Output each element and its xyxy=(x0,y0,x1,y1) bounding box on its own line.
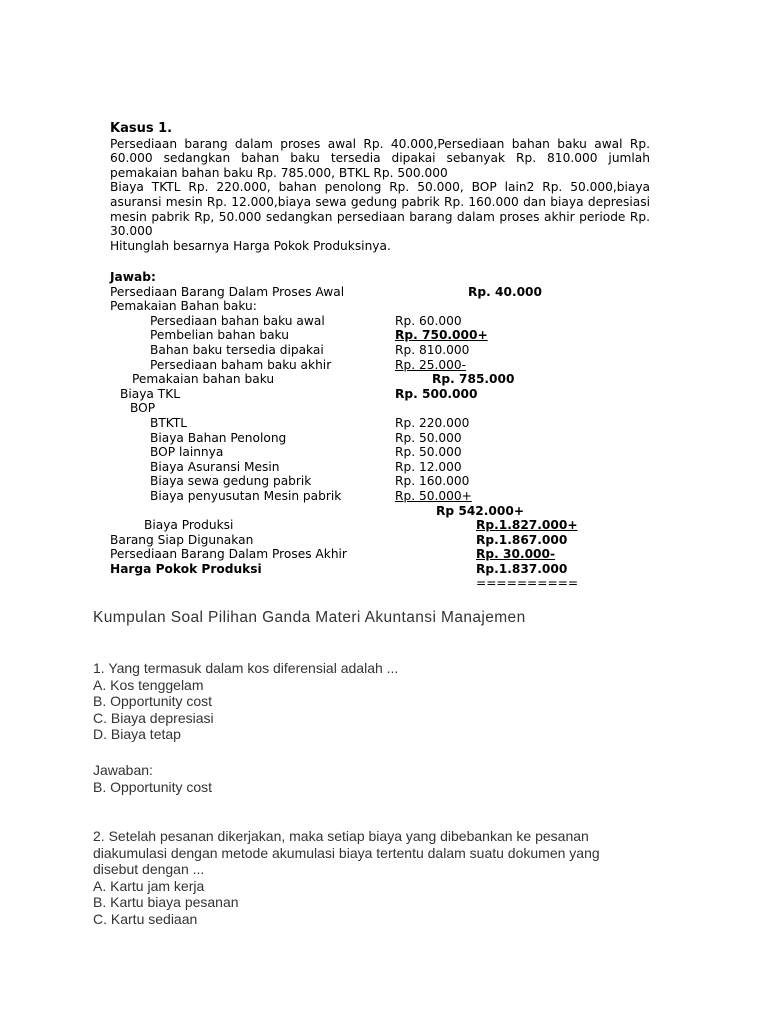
jawab-section xyxy=(110,270,610,591)
row-label: Persediaan bahan baku awal xyxy=(150,313,325,328)
row-label: BTKTL xyxy=(150,415,188,430)
row-value: Rp. 50.000 xyxy=(395,445,462,460)
jawab-row xyxy=(110,416,610,431)
article-heading: Kumpulan Soal Pilihan Ganda Materi Akuntansi Manajemen xyxy=(93,609,526,626)
row-value: Rp. 60.000 xyxy=(395,313,462,328)
row-value: Rp. 785.000 xyxy=(432,372,515,387)
jawab-row xyxy=(110,460,610,475)
option-c: C. Kartu sediaan xyxy=(93,910,198,927)
row-label: Barang Siap Digunakan xyxy=(110,532,254,547)
jawab-row xyxy=(110,328,610,343)
jawab-row xyxy=(110,358,610,373)
jawab-row xyxy=(110,562,610,577)
question-text-line: diakumulasi dengan metode akumulasi biaya tertentu dalam suatu dokumen yang xyxy=(93,844,600,861)
row-value: Rp.1.837.000 xyxy=(476,561,568,576)
answer-text: B. Opportunity cost xyxy=(93,778,213,795)
row-value: Rp. 12.000 xyxy=(395,459,462,474)
row-label: Biaya sewa gedung pabrik xyxy=(150,474,312,489)
jawab-row xyxy=(110,504,610,519)
row-label: Biaya Produksi xyxy=(144,518,234,533)
row-value: Rp. 160.000 xyxy=(395,474,470,489)
row-value: Rp. 750.000+ xyxy=(395,328,488,343)
row-value: Rp. 25.000- xyxy=(395,357,466,372)
jawab-row xyxy=(110,518,610,533)
jawab-row xyxy=(110,533,610,548)
row-value: Rp. 810.000 xyxy=(395,342,470,357)
jawab-row xyxy=(110,285,610,300)
option-c: C. Biaya depresiasi xyxy=(93,709,214,726)
kasus-instruction: Hitunglah besarnya Harga Pokok Produksinya. xyxy=(110,238,391,253)
answer-label: Jawaban: xyxy=(93,762,153,778)
option-b: B. Opportunity cost xyxy=(93,693,213,710)
jawab-row xyxy=(110,431,610,446)
row-label: Biaya TKL xyxy=(120,386,180,401)
kasus-title: Kasus 1. xyxy=(110,121,173,136)
kasus-section xyxy=(110,122,650,253)
row-label: Pemakaian bahan baku xyxy=(132,372,275,387)
question-text: 1. Yang termasuk dalam kos diferensial adalah ... xyxy=(93,660,399,676)
question-1 xyxy=(93,660,693,743)
row-label: Biaya penyusutan Mesin pabrik xyxy=(150,488,342,503)
question-2 xyxy=(93,828,693,928)
jawab-row xyxy=(110,387,610,402)
option-a: A. Kos tenggelam xyxy=(93,676,204,693)
jawab-row xyxy=(110,372,610,387)
row-label: Pembelian bahan baku xyxy=(150,328,289,343)
row-value: Rp. 50.000 xyxy=(395,430,462,445)
row-label: BOP xyxy=(130,401,156,416)
option-b: B. Kartu biaya pesanan xyxy=(93,894,239,911)
row-label: Persediaan Barang Dalam Proses Akhir xyxy=(110,547,347,562)
row-label: Harga Pokok Produksi xyxy=(110,561,262,576)
row-value: Rp 542.000+ xyxy=(436,503,525,518)
row-value: Rp. 500.000 xyxy=(395,386,478,401)
answer-1 xyxy=(93,762,693,795)
row-value: Rp.1.827.000+ xyxy=(476,518,578,533)
jawab-row xyxy=(110,489,610,504)
row-label: Persediaan baham baku akhir xyxy=(150,357,332,372)
question-text-line: 2. Setelah pesanan dikerjakan, maka setiap biaya yang dibebankan ke pesanan xyxy=(93,828,589,844)
row-value: Rp. 50.000+ xyxy=(395,488,472,503)
question-text-line: disebut dengan ... xyxy=(93,861,205,878)
row-label: Biaya Asuransi Mesin xyxy=(150,459,280,474)
kasus-paragraph-2: Biaya TKTL Rp. 220.000, bahan penolong Rp. 50.000, BOP lain2 Rp. 50.000,biaya asuransi mesin Rp. 12.000,biaya sewa gedung pabrik Rp. 160.000 dan biaya depresiasi mesin pabrik Rp, 50.000 sedangkan persediaan barang dalam proses akhir periode Rp. 30.000 xyxy=(110,180,650,239)
jawab-row xyxy=(110,576,610,591)
jawab-row xyxy=(110,474,610,489)
kasus-paragraph-1: Persediaan barang dalam proses awal Rp. 40.000,Persediaan bahan baku awal Rp. 60.000 sedangkan bahan baku tersedia dipakai sebanyak Rp. 810.000 jumlah pemakaian bahan baku Rp. 785.000, BTKL Rp. 500.000 xyxy=(110,136,650,180)
option-d: D. Biaya tetap xyxy=(93,726,181,743)
jawab-row xyxy=(110,401,610,416)
jawab-row xyxy=(110,547,610,562)
row-value: Rp.1.867.000 xyxy=(476,532,568,547)
jawab-row xyxy=(110,343,610,358)
row-value: Rp. 220.000 xyxy=(395,415,470,430)
row-label: Bahan baku tersedia dipakai xyxy=(150,342,324,357)
row-value: Rp. 40.000 xyxy=(468,284,543,299)
row-value: ========== xyxy=(476,576,579,591)
jawab-title: Jawab: xyxy=(110,270,156,284)
option-a: A. Kartu jam kerja xyxy=(93,877,205,894)
jawab-row xyxy=(110,299,610,314)
jawab-row xyxy=(110,445,610,460)
row-label: Persediaan Barang Dalam Proses Awal xyxy=(110,284,345,299)
row-value: Rp. 30.000- xyxy=(476,547,556,562)
row-label: Biaya Bahan Penolong xyxy=(150,430,287,445)
jawab-row xyxy=(110,314,610,329)
row-label: BOP lainnya xyxy=(150,445,224,460)
row-label: Pemakaian Bahan baku: xyxy=(110,299,257,314)
